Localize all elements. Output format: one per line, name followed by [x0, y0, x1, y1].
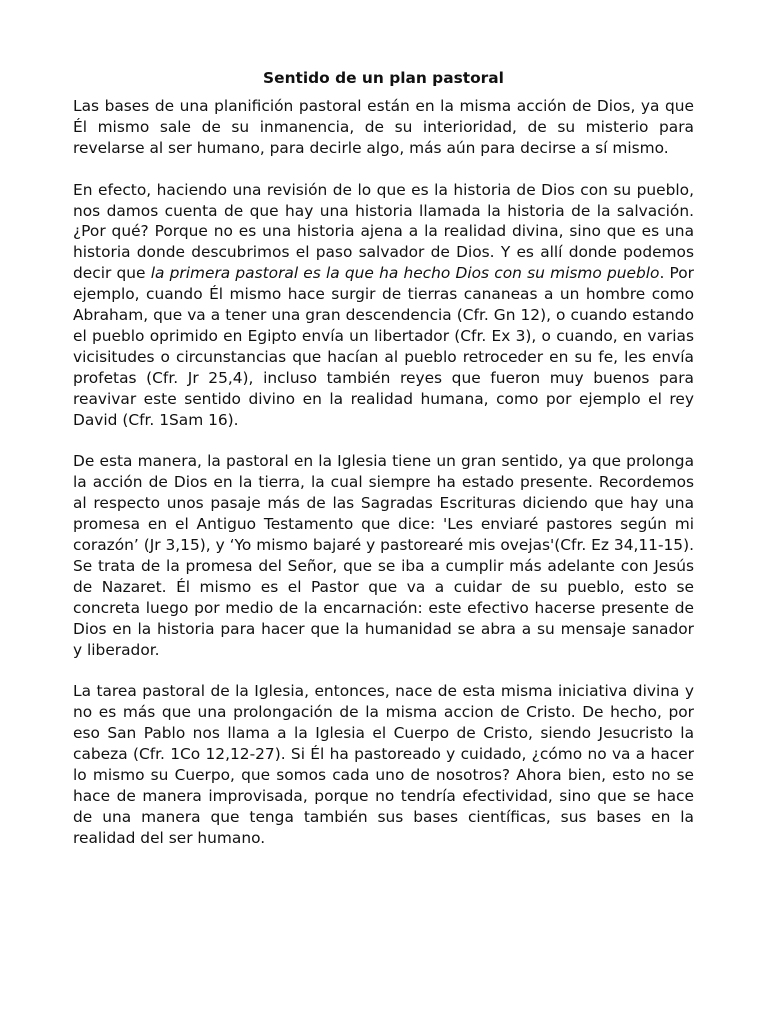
paragraph-3: De esta manera, la pastoral en la Iglesia tiene un gran sentido, ya que prolonga la acción de Dios en la tierra, la cual siempre ha estado presente. Recordemos al respecto unos pasaje más de las Sagradas Escrituras diciendo que hay una promesa en el Antiguo Testamento que dice: 'Les enviaré pastores según mi corazón’ (Jr 3,15), y ‘Yo mismo bajaré y pastorearé mis ovejas'(Cfr. Ez 34,11-15). Se trata de la promesa del Señor, que se iba a cumplir más adelante con Jesús de Nazaret. Él mismo es el Pastor que va a cuidar de su pueblo, esto se concreta luego por medio de la encarnación: este efectivo hacerse presente de Dios en la historia para hacer que la humanidad se abra a su mensaje sanador y liberador.: [73, 452, 694, 659]
paragraph-2-italic-text: la primera pastoral es la que ha hecho Dios con su mismo pueblo: [150, 264, 660, 283]
document-page: [73, 68, 694, 869]
document-title: Sentido de un plan pastoral: [263, 69, 504, 87]
paragraph-2-text-after: . Por ejemplo, cuando Él mismo hace surgir de tierras cananeas a un hombre como Abraham, que va a tener una gran descendencia (Cfr. Gn 12), o cuando estando el pueblo oprimido en Egipto envía un libertador (Cfr. Ex 3), o cuando, en varias vicisitudes o circunstancias que hacían al pueblo retroceder en su fe, les envía profetas (Cfr. Jr 25,4), incluso también reyes que fueron muy buenos para reavivar este sentido divino en la realidad humana, como por ejemplo el rey David (Cfr. 1Sam 16).: [73, 264, 695, 429]
paragraph-4: La tarea pastoral de la Iglesia, entonces, nace de esta misma iniciativa divina y no es más que una prolongación de la misma accion de Cristo. De hecho, por eso San Pablo nos llama a la Iglesia el Cuerpo de Cristo, siendo Jesucristo la cabeza (Cfr. 1Co 12,12-27). Si Él ha pastoreado y cuidado, ¿cómo no va a hacer lo mismo su Cuerpo, que somos cada uno de nosotros? Ahora bien, esto no se hace de manera improvisada, porque no tendría efectividad, sino que se hace de una manera que tenga también sus bases científicas, sus bases en la realidad del ser humano.: [73, 682, 694, 847]
paragraph-2: [73, 180, 694, 431]
paragraph-1: Las bases de una planifición pastoral están en la misma acción de Dios, ya que Él mismo sale de su inmanencia, de su interioridad, de su misterio para revelarse al ser humano, para decirle algo, más aún para decirse a sí mismo.: [73, 97, 694, 157]
paragraph-2-text-before: En efecto, haciendo una revisión de lo que es la historia de Dios con su pueblo, nos damos cuenta de que hay una historia llamada la historia de la salvación. ¿Por qué? Porque no es una historia ajena a la realidad divina, sino que es una historia donde descubrimos el paso salvador de Dios. Y es allí donde podemos decir que: [73, 180, 694, 283]
